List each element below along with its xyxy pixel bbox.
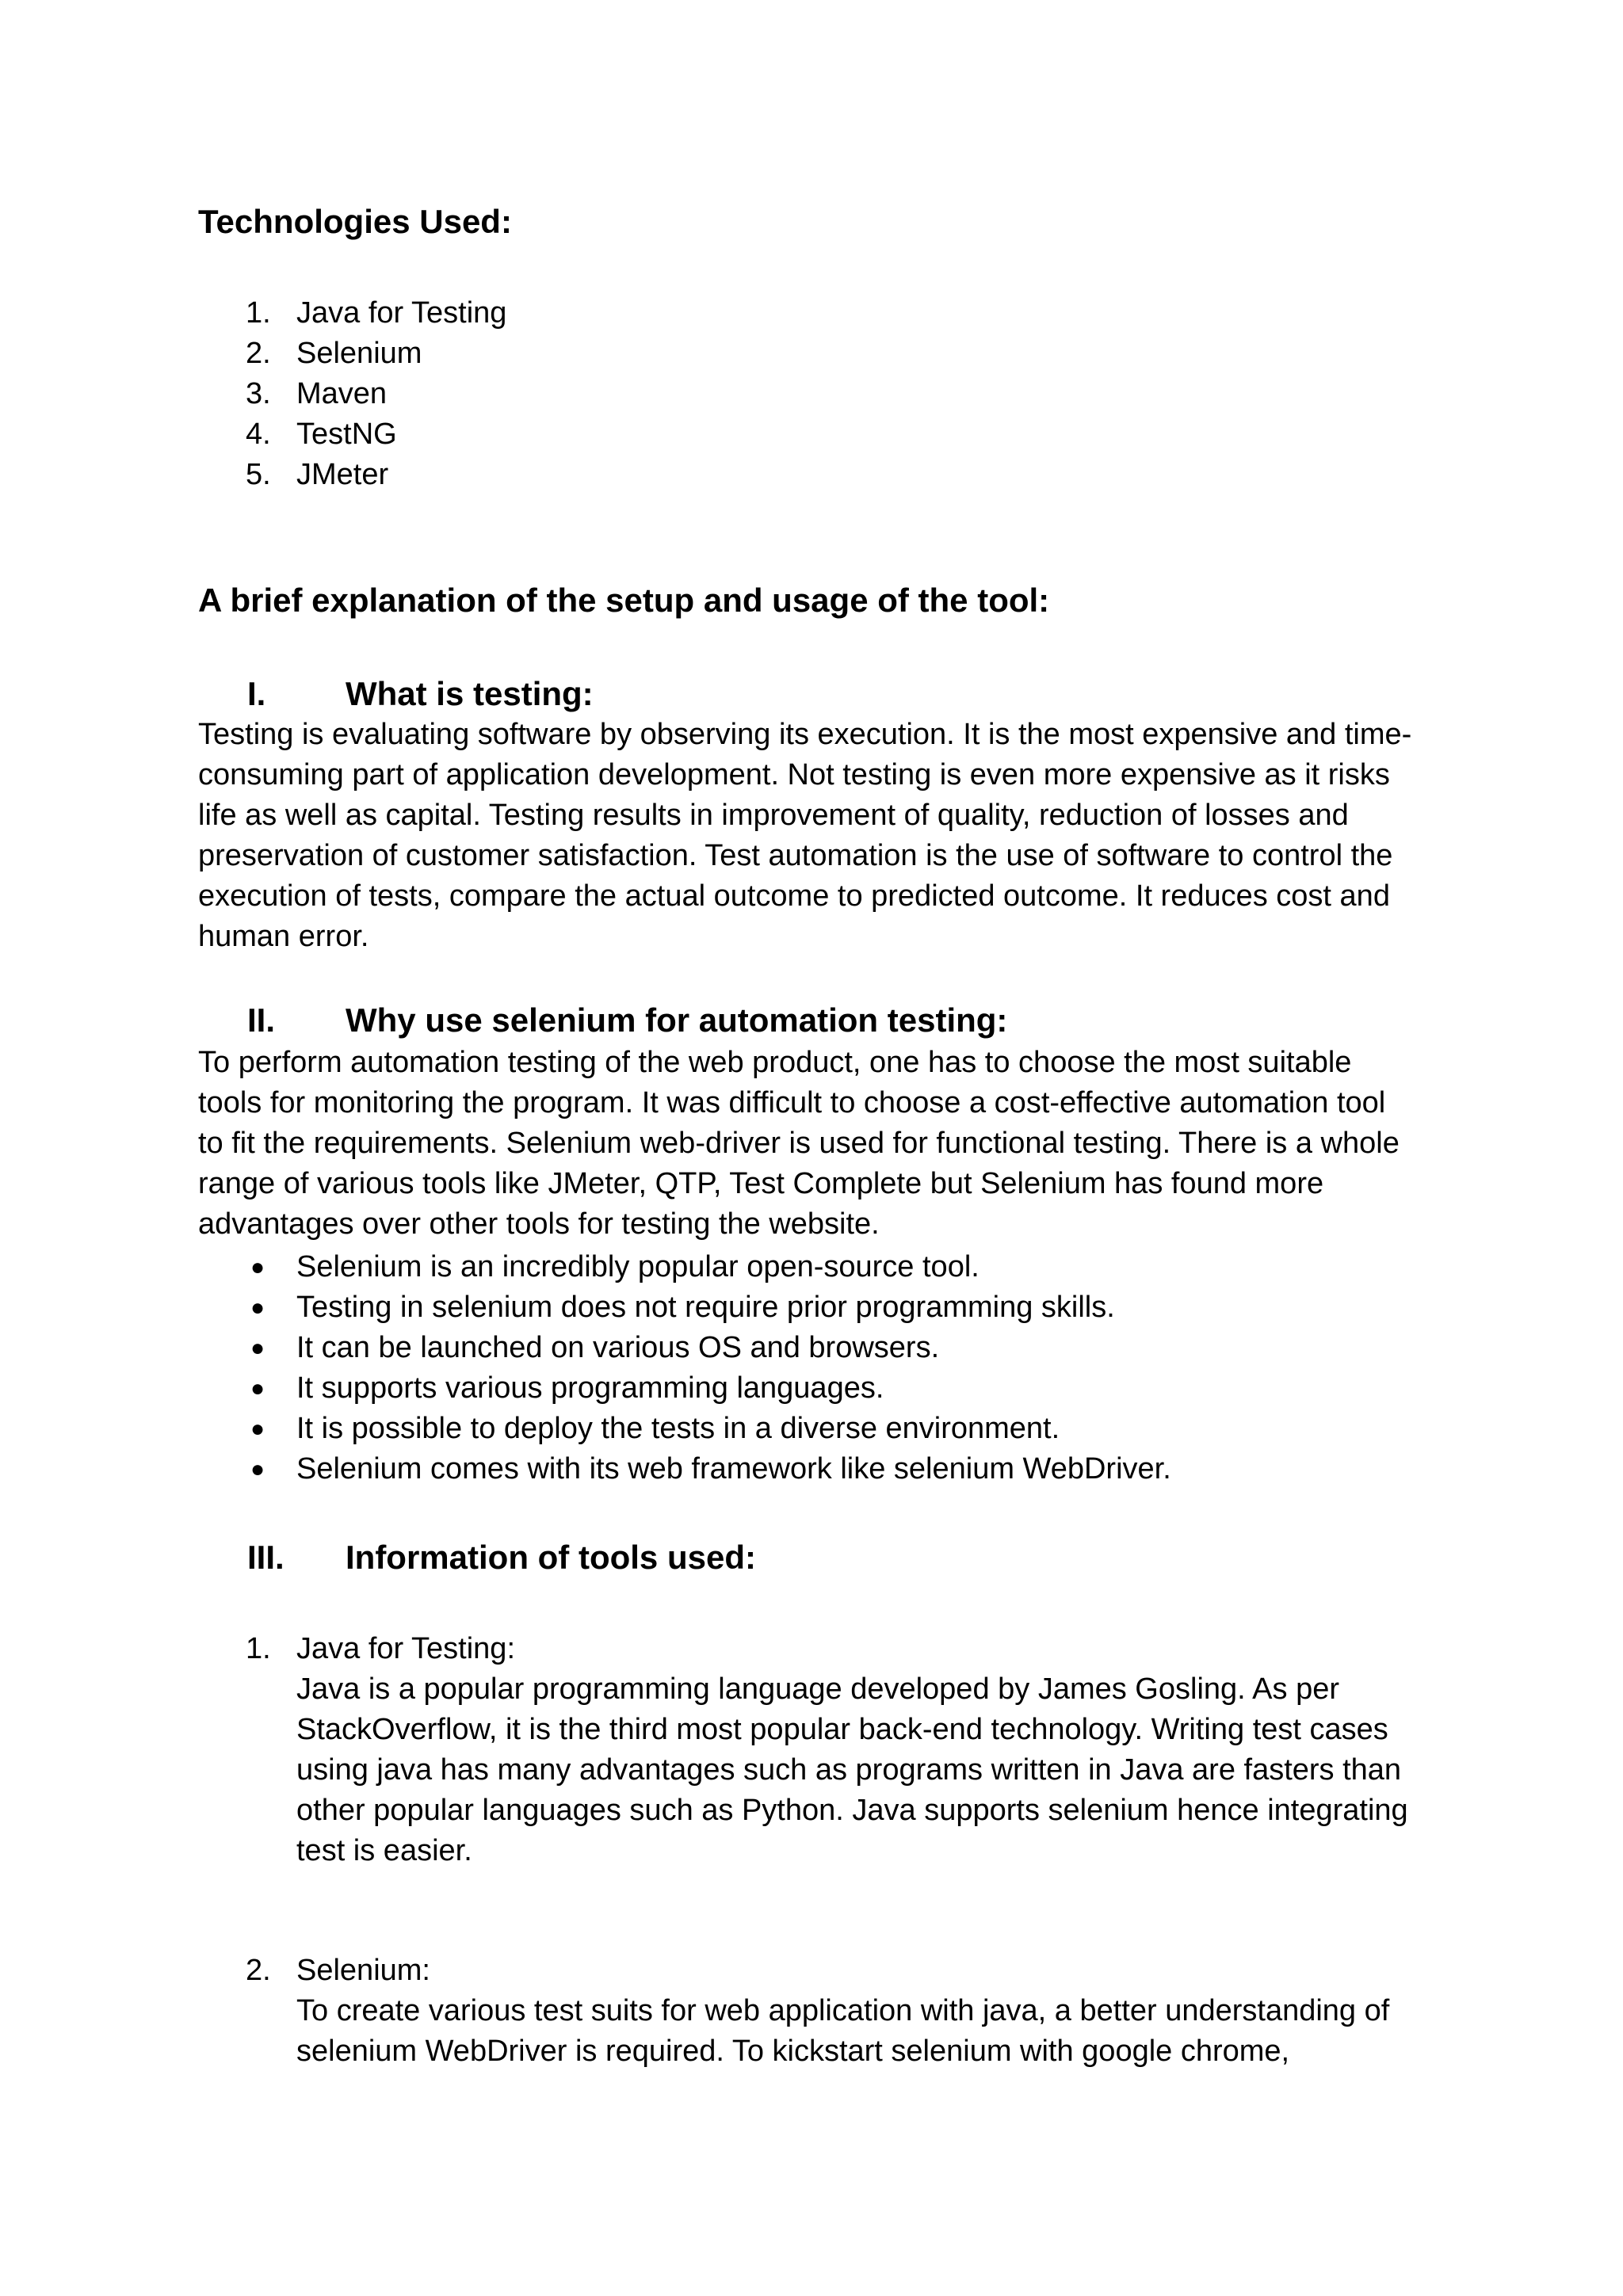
section-ii-heading <box>198 1000 1434 1041</box>
list-number: 2. <box>246 1954 271 1987</box>
bullet-icon: ● <box>250 1416 265 1442</box>
section-ii-paragraph <box>198 1043 1434 1245</box>
bullet-text: Selenium is an incredibly popular open-source tool. <box>296 1250 980 1283</box>
bullet-text: It supports various programming languages. <box>296 1371 884 1405</box>
list-number: 5. <box>246 458 271 491</box>
paragraph-line: test is easier. <box>296 1834 472 1867</box>
section-numeral: II. <box>247 1001 276 1039</box>
tool-title: Selenium: <box>296 1954 430 1987</box>
bullet-icon: ● <box>250 1335 265 1361</box>
list-number: 1. <box>246 296 271 330</box>
bullet-item <box>198 1449 1171 1489</box>
list-item <box>198 293 506 334</box>
section-heading-text: What is testing: <box>346 675 594 712</box>
list-item-label: TestNG <box>296 418 397 451</box>
bullet-item <box>198 1247 1171 1287</box>
paragraph-line: to fit the requirements. Selenium web-driver is used for functional testing. There is a whole <box>198 1127 1400 1160</box>
tool-item-java <box>198 1629 1434 1871</box>
section-numeral: I. <box>247 675 266 712</box>
bullet-text: It is possible to deploy the tests in a diverse environment. <box>296 1412 1060 1445</box>
paragraph-line: selenium WebDriver is required. To kickstart selenium with google chrome, <box>296 2035 1290 2068</box>
paragraph-line: To perform automation testing of the web product, one has to choose the most suitable <box>198 1046 1352 1079</box>
paragraph-line: life as well as capital. Testing results in improvement of quality, reduction of losses and <box>198 799 1349 832</box>
list-item-label: JMeter <box>296 458 389 491</box>
bullet-icon: ● <box>250 1254 265 1280</box>
list-number: 1. <box>246 1632 271 1665</box>
selenium-advantages-list <box>198 1247 1171 1489</box>
technologies-list <box>198 293 506 495</box>
bullet-item <box>198 1328 1171 1368</box>
list-number: 4. <box>246 418 271 451</box>
bullet-text: It can be launched on various OS and browsers. <box>296 1331 940 1364</box>
bullet-icon: ● <box>250 1456 265 1482</box>
bullet-item <box>198 1409 1171 1449</box>
paragraph-line: tools for monitoring the program. It was difficult to choose a cost-effective automation tool <box>198 1086 1386 1119</box>
bullet-icon: ● <box>250 1295 265 1321</box>
bullet-item <box>198 1368 1171 1409</box>
paragraph-line: range of various tools like JMeter, QTP, Test Complete but Selenium has found more <box>198 1167 1324 1200</box>
paragraph-line: StackOverflow, it is the third most popular back-end technology. Writing test cases <box>296 1713 1388 1746</box>
section-i-paragraph <box>198 715 1434 957</box>
explanation-title: A brief explanation of the setup and usage of the tool: <box>198 582 1050 619</box>
paragraph-line: using java has many advantages such as programs written in Java are fasters than <box>296 1753 1402 1787</box>
section-iii-heading <box>198 1537 1434 1578</box>
paragraph-line: execution of tests, compare the actual outcome to predicted outcome. It reduces cost and <box>198 879 1390 913</box>
paragraph-line: advantages over other tools for testing the website. <box>198 1207 880 1241</box>
tool-description <box>296 1669 1434 1871</box>
paragraph-line: Testing is evaluating software by observing its execution. It is the most expensive and time- <box>198 718 1412 751</box>
technologies-title: Technologies Used: <box>198 203 512 240</box>
list-number: 2. <box>246 337 271 370</box>
section-heading-text: Why use selenium for automation testing: <box>346 1001 1008 1039</box>
tool-item-selenium <box>198 1951 1434 2072</box>
paragraph-line: other popular languages such as Python. Java supports selenium hence integrating <box>296 1794 1408 1827</box>
list-item <box>198 414 506 455</box>
bullet-item <box>198 1287 1171 1328</box>
section-i-heading <box>198 673 1434 715</box>
paragraph-line: consuming part of application development. Not testing is even more expensive as it risks <box>198 758 1390 791</box>
list-item-label: Selenium <box>296 337 422 370</box>
paragraph-line: preservation of customer satisfaction. Test automation is the use of software to control the <box>198 839 1393 872</box>
bullet-icon: ● <box>250 1375 265 1402</box>
bullet-text: Testing in selenium does not require prior programming skills. <box>296 1291 1115 1324</box>
list-number: 3. <box>246 377 271 410</box>
paragraph-line: human error. <box>198 920 369 953</box>
paragraph-line: Java is a popular programming language developed by James Gosling. As per <box>296 1672 1339 1706</box>
tool-description <box>296 1991 1434 2072</box>
paragraph-line: To create various test suits for web application with java, a better understanding of <box>296 1994 1390 2027</box>
list-item-label: Java for Testing <box>296 296 507 330</box>
section-heading-text: Information of tools used: <box>346 1539 756 1576</box>
list-item <box>198 455 506 495</box>
list-item <box>198 374 506 414</box>
tool-title: Java for Testing: <box>296 1632 516 1665</box>
section-numeral: III. <box>247 1539 285 1576</box>
bullet-text: Selenium comes with its web framework like selenium WebDriver. <box>296 1452 1171 1486</box>
list-item <box>198 334 506 374</box>
list-item-label: Maven <box>296 377 388 410</box>
